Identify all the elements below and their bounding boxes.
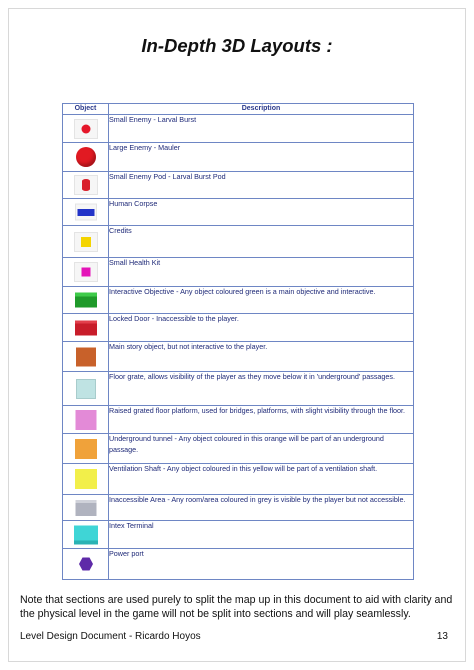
table-row xyxy=(63,199,414,226)
table-row xyxy=(63,172,414,199)
row-description: Credits xyxy=(109,226,414,258)
page-title: In-Depth 3D Layouts : xyxy=(141,35,333,56)
object-column-header: Object xyxy=(63,104,109,115)
table-row xyxy=(63,464,414,495)
yellow-shaft-icon xyxy=(75,469,97,489)
row-description: Underground tunnel - Any object coloured in this orange will be part of an underground passage. xyxy=(109,434,414,464)
red-cylinder-icon xyxy=(82,179,90,191)
table-row xyxy=(63,406,414,434)
description-column-header: Description xyxy=(109,104,414,115)
row-description: Small Enemy - Larval Burst xyxy=(109,115,414,143)
small-red-circle-icon xyxy=(81,124,90,133)
pink-platform-icon xyxy=(75,410,96,430)
row-description: Small Enemy Pod - Larval Burst Pod xyxy=(109,172,414,199)
table-row xyxy=(63,258,414,287)
purple-hexagon-icon xyxy=(79,558,93,571)
document-footer-title: Level Design Document - Ricardo Hoyos xyxy=(20,631,201,642)
cyan-terminal-icon xyxy=(74,525,98,544)
row-description: Main story object, but not interactive to the player. xyxy=(109,342,414,372)
red-door-icon xyxy=(75,320,97,335)
row-description: Inaccessible Area - Any room/area coloured in grey is visible by the player but not accessible. xyxy=(109,495,414,521)
row-description: Interactive Objective - Any object coloured green is a main objective and interactive. xyxy=(109,287,414,314)
table-row xyxy=(63,372,414,406)
table-row xyxy=(63,226,414,258)
magenta-cube-icon xyxy=(81,268,90,277)
row-description: Intex Terminal xyxy=(109,521,414,549)
grey-area-icon xyxy=(75,500,96,516)
large-red-circle-icon xyxy=(76,147,96,167)
row-description: Power port xyxy=(109,549,414,580)
table-header-row xyxy=(63,104,414,115)
row-description: Locked Door - Inaccessible to the player. xyxy=(109,314,414,342)
row-description: Human Corpse xyxy=(109,199,414,226)
table-row xyxy=(63,287,414,314)
table-row xyxy=(63,143,414,172)
legend-table xyxy=(62,103,414,580)
row-description: Floor grate, allows visibility of the player as they move below it in 'underground' passages. xyxy=(109,372,414,406)
table-row xyxy=(63,314,414,342)
row-description: Small Health Kit xyxy=(109,258,414,287)
table-row xyxy=(63,549,414,580)
row-description: Raised grated floor platform, used for bridges, platforms, with slight visibility through the floor. xyxy=(109,406,414,434)
table-row xyxy=(63,521,414,549)
light-cyan-grate-icon xyxy=(76,379,96,399)
orange-tunnel-icon xyxy=(75,439,97,459)
row-description: Large Enemy - Mauler xyxy=(109,143,414,172)
row-description: Ventilation Shaft - Any object coloured in this yellow will be part of a ventilation shaft. xyxy=(109,464,414,495)
yellow-cube-icon xyxy=(81,237,91,247)
table-row xyxy=(63,495,414,521)
table-row xyxy=(63,115,414,143)
table-row xyxy=(63,342,414,372)
page-number: 13 xyxy=(436,631,448,642)
section-note: Note that sections are used purely to split the map up in this document to aid with clarity and the physical level in the game will not be split into sections and will play seamlessly. xyxy=(20,594,453,620)
orange-brown-cube-icon xyxy=(76,347,96,366)
table-row xyxy=(63,434,414,464)
green-block-icon xyxy=(75,293,97,308)
blue-slab-icon xyxy=(77,209,94,216)
